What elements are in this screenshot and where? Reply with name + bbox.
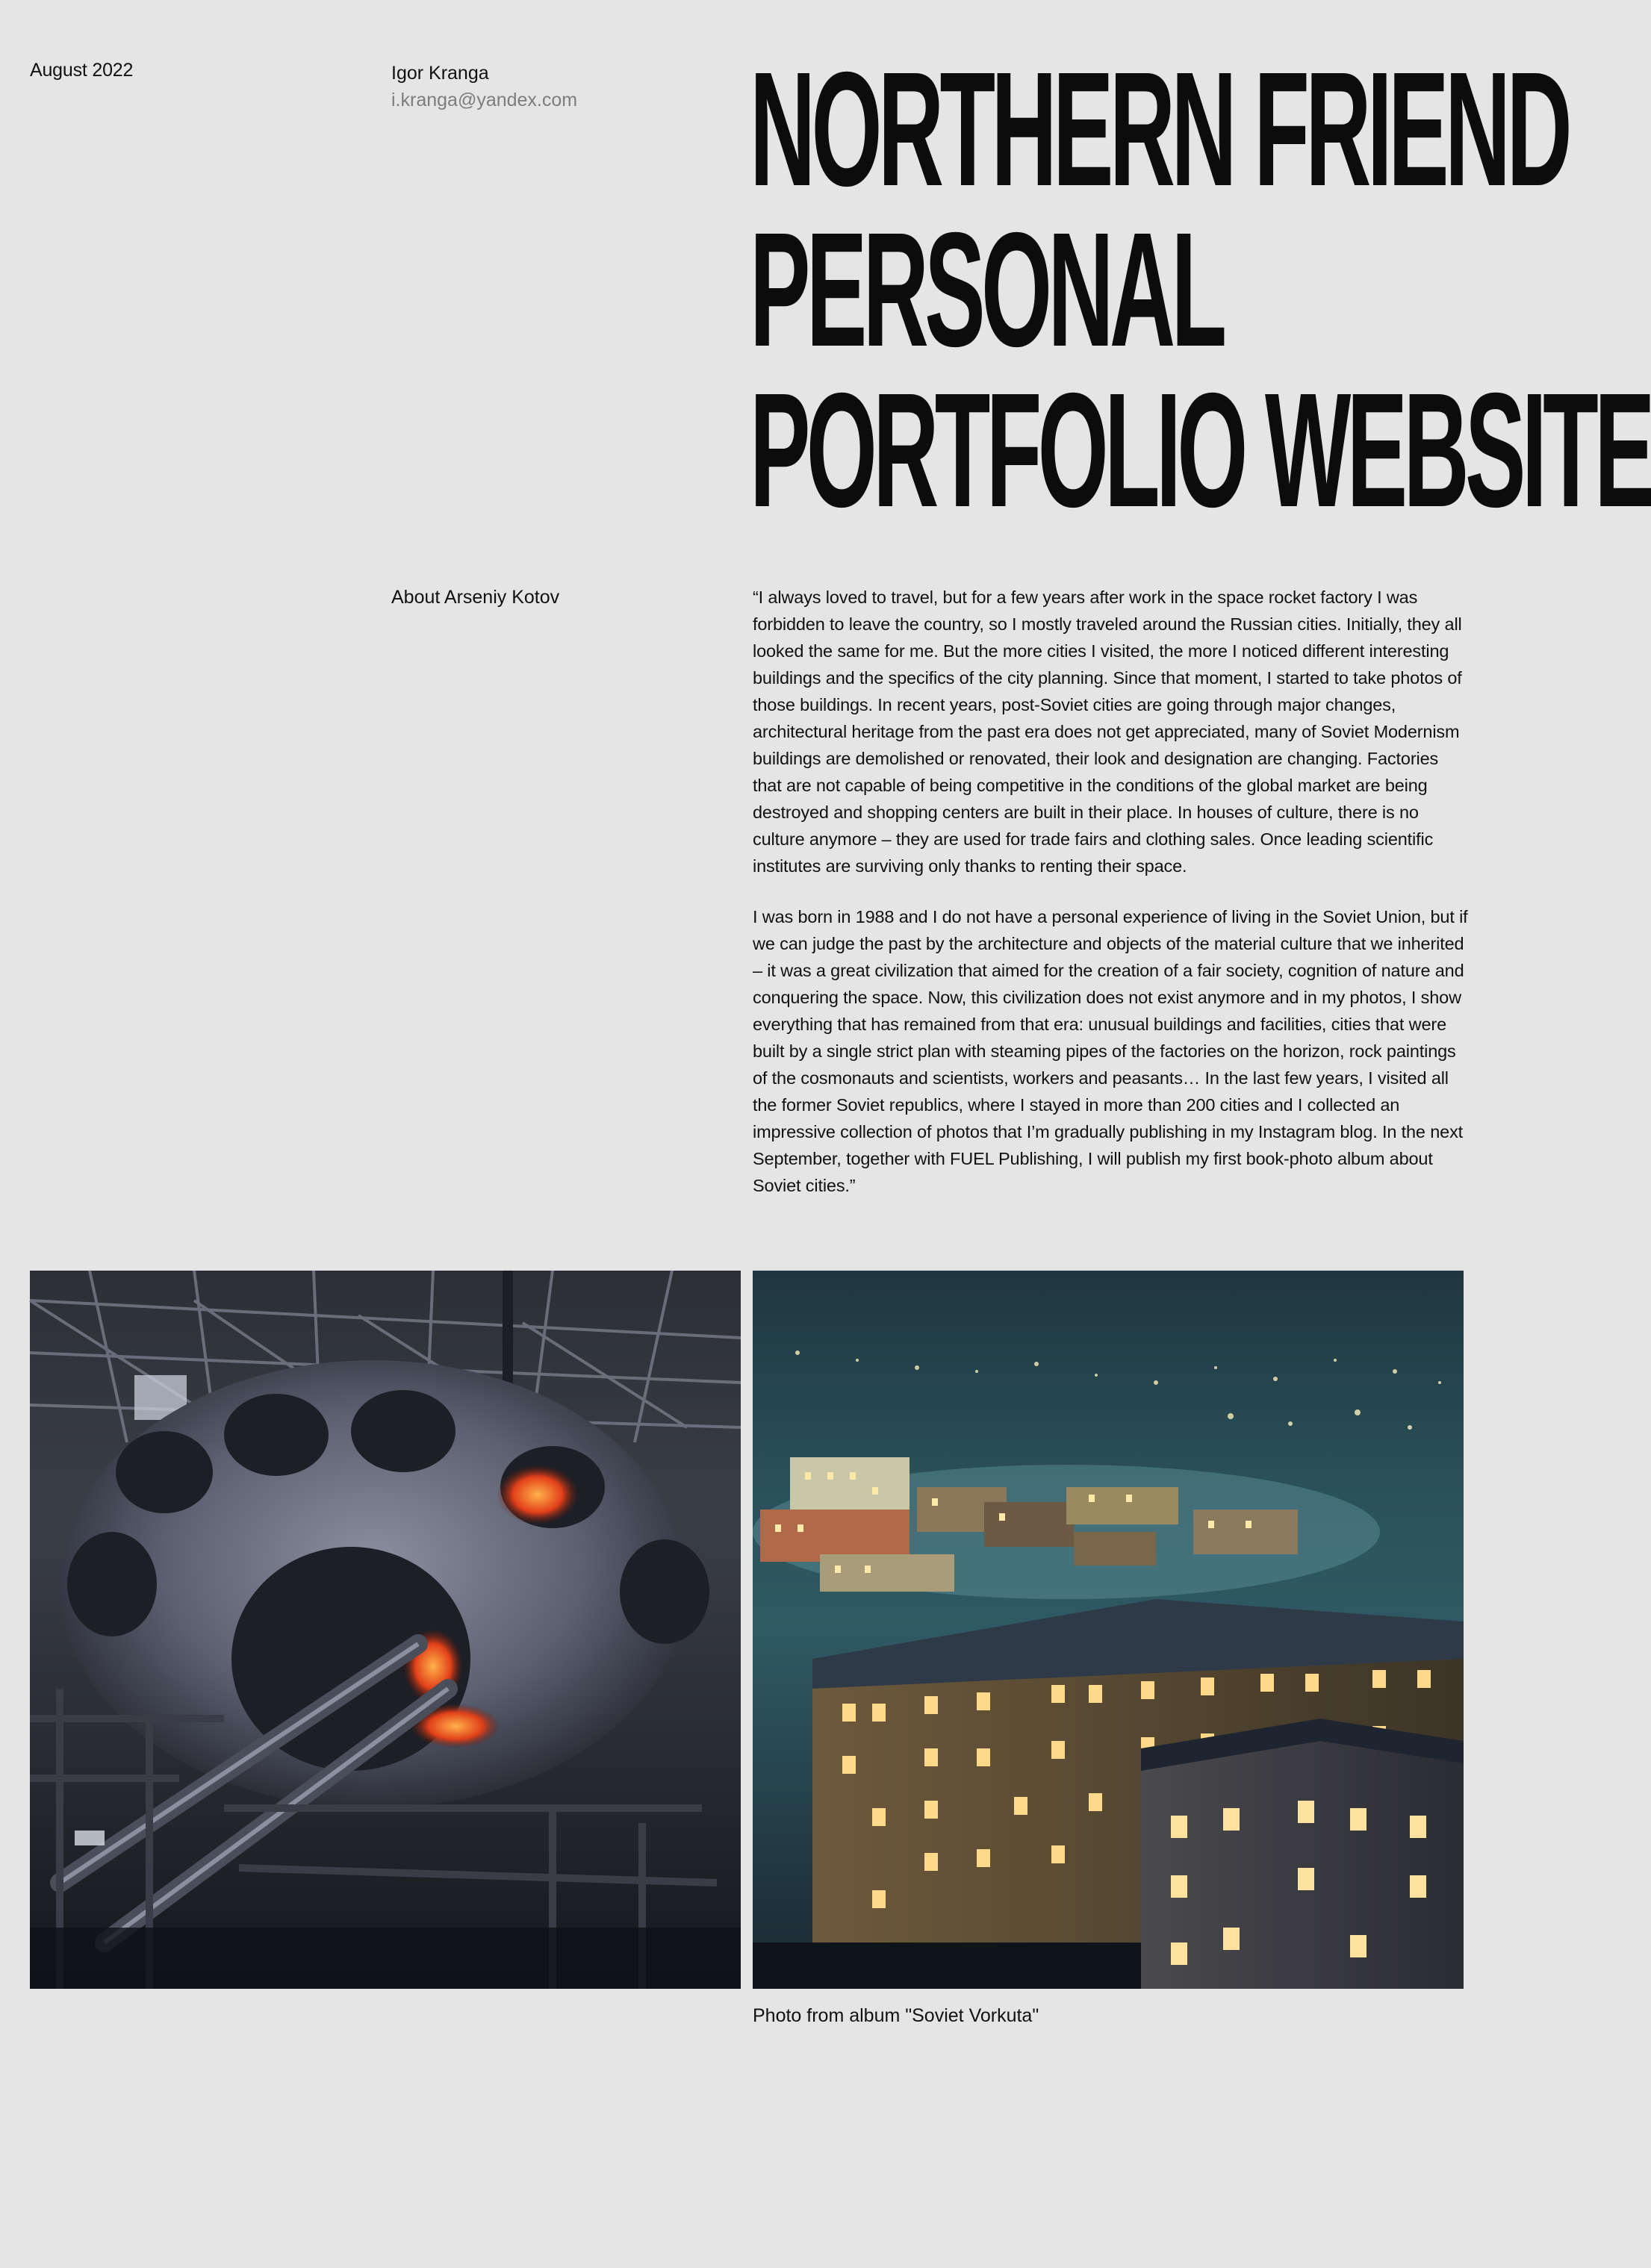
title-line-3: PORTFOLIO WEBSITE <box>750 360 1651 541</box>
author-block <box>391 60 577 113</box>
publication-date: August 2022 <box>30 60 134 81</box>
factory-interior-photo <box>30 1271 741 1989</box>
author-name: Igor Kranga <box>391 63 489 84</box>
vorkuta-night-photo <box>753 1271 1464 1989</box>
title-line-1: NORTHERN FRIEND <box>750 39 1569 220</box>
about-text <box>753 584 1470 1223</box>
about-paragraph: I was born in 1988 and I do not have a personal experience of living in the Soviet Union, but if we can judge the past by the architecture and objects of the material culture that we inherited – it was a great civilization that aimed for the creation of a fair society, cognition of nature and conquering the space. Now, this civilization does not exist anymore and in my photos, I show everything that has remained from that era: unusual buildings and facilities, cities that were built by a single strict plan with steaming pipes of the factories on the horizon, rock paintings of the cosmonauts and scientists, workers and peasants… In the last few years, I visited all the former Soviet republics, where I stayed in more than 200 cities and I collected an impressive collection of photos that I’m gradually publishing in my Instagram blog. In the next September, together with FUEL Publishing, I will publish my first book-photo album about Soviet cities.” <box>753 907 1468 1195</box>
about-paragraph: “I always loved to travel, but for a few years after work in the space rocket factory I was forbidden to leave the country, so I mostly traveled around the Russian cities. Initially, they all looked the same for me. But the more cities I visited, the more I noticed different interesting buildings and the specifics of the city planning. Since that moment, I started to take photos of those buildings. In recent years, post-Soviet cities are going through major changes, architectural heritage from the past era does not get appreciated, many of Soviet Modernism buildings are demolished or renovated, their look and designation are changing. Factories that are not capable of being competitive in the conditions of the global market are being destroyed and shopping centers are built in their place. In houses of culture, there is no culture anymore – they are used for trade fairs and clothing sales. Once leading scientific institutes are surviving only thanks to renting their space. <box>753 588 1462 876</box>
author-email-link[interactable]: i.kranga@yandex.com <box>391 90 578 110</box>
page-title <box>750 39 1651 541</box>
title-line-2: PERSONAL <box>750 199 1223 381</box>
about-section-label: About Arseniy Kotov <box>391 587 560 608</box>
photo-caption: Photo from album "Soviet Vorkuta" <box>753 2005 1039 2026</box>
